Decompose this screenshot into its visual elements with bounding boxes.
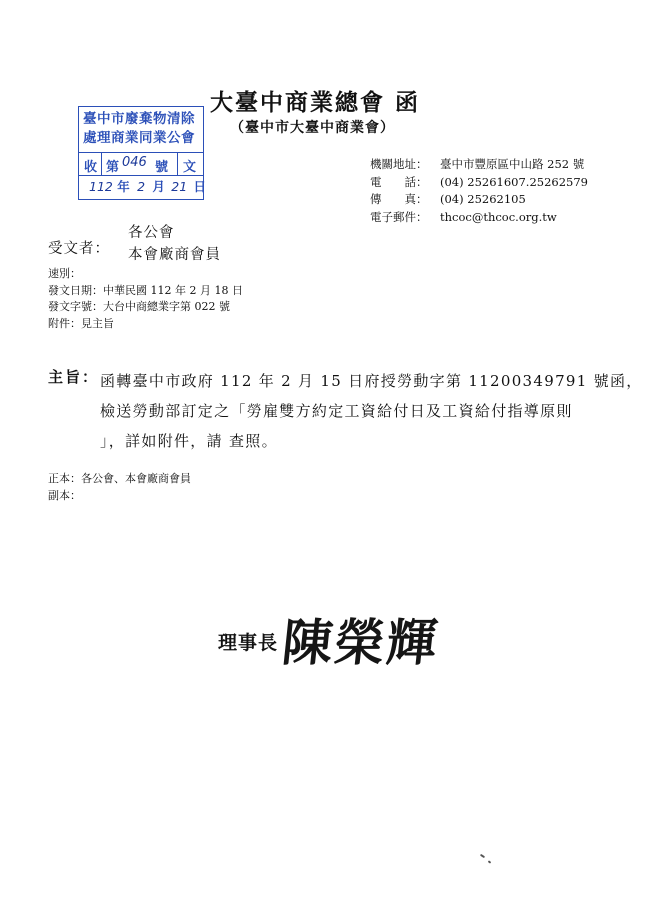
email-label: 電子郵件： (370, 209, 428, 224)
stamp-cell-line (101, 153, 102, 175)
email-value: thcoc@thcoc.org.tw (440, 209, 557, 224)
signatory-name: 陳榮輝 (279, 613, 442, 672)
document-subtitle: （臺中市大臺中商業會） (230, 120, 395, 136)
scan-speck (480, 854, 485, 859)
subject-line: 檢送勞動部訂定之「勞雇雙方約定工資給付日及工資給付指導原則 (100, 402, 573, 420)
stamp-org-line2: 處理商業同業公會 (83, 130, 195, 146)
scan-speck (488, 860, 492, 863)
main-copy-recipients: 正本：各公會、本會廠商會員 (48, 472, 191, 485)
stamp-divider (79, 175, 203, 176)
contact-address-row (370, 156, 588, 174)
speed-field: 速別： (48, 267, 81, 280)
stamp-date-year: 112 (89, 179, 113, 194)
stamp-date-day: 21 (171, 179, 188, 194)
stamp-day-char: 日 (193, 179, 207, 194)
subject-line: 函轉臺中市政府 112 年 2 月 15 日府授勞動字第 11200349791 號函， (100, 372, 643, 390)
contact-phone-row (370, 174, 588, 192)
stamp-receipt-number: 046 (122, 155, 147, 170)
fax-value: (04) 25262105 (440, 192, 526, 206)
address-label: 機關地址： (370, 157, 428, 171)
fax-label: 傳 真： (370, 192, 428, 206)
stamp-prefix-char: 第 (106, 160, 120, 175)
stamp-recv-char: 收 (84, 160, 98, 175)
attachment-field: 附件：見主旨 (48, 316, 114, 330)
subject-body (100, 366, 643, 456)
subject-label: 主旨： (48, 368, 100, 386)
stamp-wen-char: 文 (183, 160, 197, 175)
stamp-date (89, 177, 206, 195)
stamp-receipt-row (79, 153, 203, 175)
contact-email-row (370, 209, 588, 227)
recipient-line: 本會廠商會員 (128, 247, 221, 263)
document-meta (48, 266, 243, 332)
stamp-org-line1: 臺中市廢棄物清除 (83, 111, 195, 127)
phone-value: (04) 25261607.25262579 (440, 174, 588, 189)
receipt-stamp (78, 106, 207, 200)
document-number-field: 發文字號：大台中商總業字第 022 號 (48, 300, 230, 313)
contact-fax-row (370, 191, 588, 209)
stamp-month-char: 月 (152, 179, 165, 194)
address-value: 臺中市豐原區中山路 252 號 (440, 157, 585, 171)
recipient-list (128, 222, 221, 266)
recipient-line: 各公會 (128, 225, 175, 241)
subject-line: 」，詳如附件，請 查照。 (100, 432, 278, 450)
cc-recipients: 副本： (48, 489, 81, 502)
phone-label: 電 話： (370, 174, 428, 189)
recipient-label: 受文者： (48, 241, 110, 257)
stamp-hao-char: 號 (155, 160, 169, 175)
stamp-organization (83, 110, 195, 148)
distribution-block (48, 470, 191, 504)
stamp-year-char: 年 (117, 179, 130, 194)
contact-block (370, 156, 588, 226)
stamp-date-month: 2 (137, 179, 146, 194)
signatory-title: 理事長 (218, 632, 279, 654)
issue-date-field: 發文日期：中華民國 112 年 2 月 18 日 (48, 283, 243, 297)
document-title: 大臺中商業總會 函 (210, 89, 421, 116)
stamp-cell-line (177, 153, 178, 175)
